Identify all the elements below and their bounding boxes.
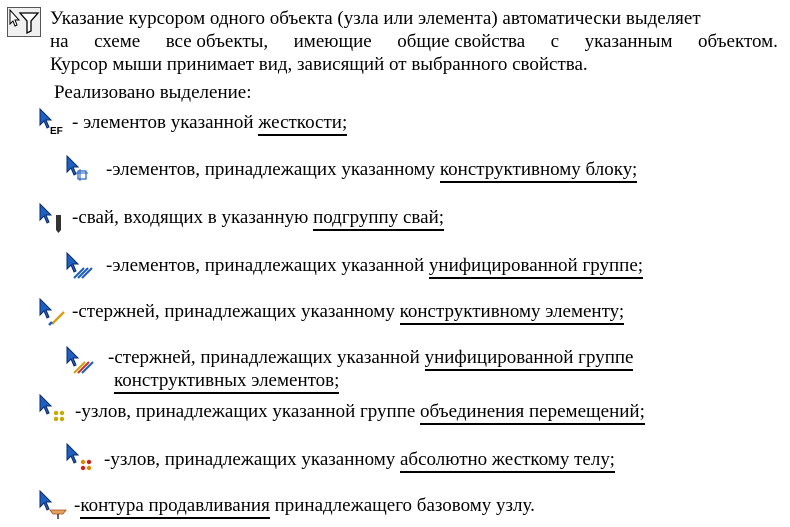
intro-line-1: Указание курсором одного объекта (узла или элемента) автоматически выделяет [50,8,701,29]
intro-line-3: Курсор мыши принимает вид, зависящий от выбранного свойства. [50,54,588,75]
link-displacement-union[interactable]: объединения перемещений; [420,401,645,425]
item-rigid-body: -узлов, принадлежащих указанному абсолютно жесткому телу; [104,449,615,471]
cursor-ef-icon [38,108,68,136]
link-rigid-body[interactable]: абсолютно жесткому телу; [400,449,615,473]
link-stiffness[interactable]: жесткости; [258,112,347,136]
link-construction-element[interactable]: конструктивному элементу; [400,301,625,325]
item-displacement-union: -узлов, принадлежащих указанной группе объединения перемещений; [75,401,645,423]
cursor-punching-contour-icon [38,490,70,520]
link-construction-elements[interactable]: конструктивных элементов; [114,370,339,394]
svg-text:EF: EF [50,126,63,136]
item-unified-construction-group: -стержней, принадлежащих указанной унифицированной группе [108,347,633,369]
item-pile-subgroup: -свай, входящих в указанную подгруппу свай; [72,207,444,229]
link-pile-subgroup[interactable]: подгруппу свай; [313,207,444,231]
select-by-property-icon [7,7,41,37]
item-construction-block: -элементов, принадлежащих указанному конструктивному блоку; [106,159,637,181]
cursor-rigid-body-icon [64,443,96,473]
item-stiffness: - элементов указанной жесткости; [72,112,347,134]
intro-line-2: на схеме все объекты, имеющие общие свойства с указанным объектом. [50,31,778,52]
cursor-node-union-icon [38,394,70,424]
item-punching-contour: -контура продавливания принадлежащего базовому узлу. [74,495,535,517]
link-construction-block[interactable]: конструктивному блоку; [440,159,637,183]
item-unified-group: -элементов, принадлежащих указанной унифицированной группе; [106,255,643,277]
cursor-unified-construction-group-icon [64,346,100,376]
link-unified-construction-group[interactable]: унифицированной группе [425,347,634,371]
item-unified-construction-group-line2 [114,370,339,392]
item-construction-element: -стержней, принадлежащих указанному конструктивному элементу; [72,301,624,323]
intro-line-4: Реализовано выделение: [54,82,252,103]
cursor-construction-element-icon [38,298,68,326]
cursor-block-icon [64,155,94,183]
link-punching-contour[interactable]: контура продавливания [80,495,270,519]
link-unified-group[interactable]: унифицированной группе; [429,255,643,279]
cursor-unified-group-icon [64,252,98,280]
cursor-pile-icon [38,203,68,233]
